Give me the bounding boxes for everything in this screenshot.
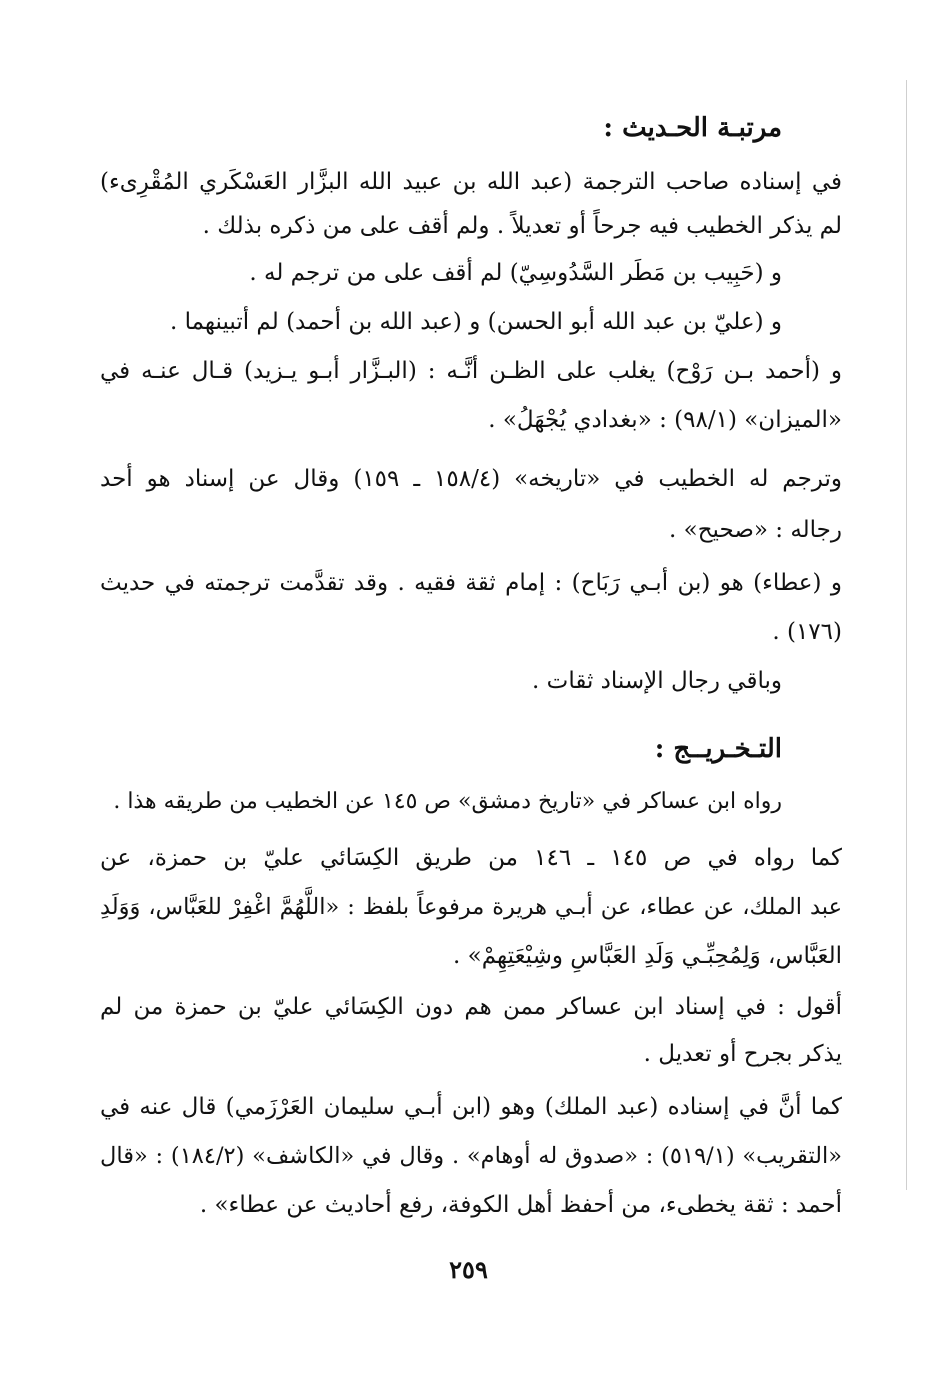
text-line: في إسناده صاحب الترجمة (عبد الله بن عبيد الله البزَّار العَسْكَري المُقْرِىء) <box>100 169 842 195</box>
text-line: رجاله : «صحيح» . <box>669 517 842 543</box>
text-line: رواه ابن عساكر في «تاريخ دمشق» ص ١٤٥ عن الخطيب من طريقه هذا . <box>113 789 782 814</box>
text-line: أقول : في إسناد ابن عساكر ممن هم دون الكِسَائي عليّ بن حمزة من لم <box>100 994 842 1020</box>
text-line: كما رواه في ص ١٤٥ ـ ١٤٦ من طريق الكِسَائي عليّ بن حمزة، عن <box>100 845 842 871</box>
text-line: و (عليّ بن عبد الله أبو الحسن) و (عبد الله بن أحمد) لم أتبينهما . <box>169 309 782 335</box>
text-line: عبد الملك، عن عطاء، عن أبـي هريرة مرفوعاً بلفظ : «اللَّهُمَّ اغْفِرْ للعَبَّاس، وَوَلَدِ <box>100 894 842 920</box>
text-line: لم يذكر الخطيب فيه جرحاً أو تعديلاً . ولم أقف على من ذكره بذلك . <box>202 213 842 239</box>
heading-takhrij: التـخـريــج : <box>654 734 782 764</box>
text-line: العَبَّاس، وَلِمُحِبِّـي وَلَدِ العَبَّاسِ وشِيْعَتِهِمْ» . <box>453 943 842 969</box>
text-line: «الميزان» (٩٨/١) : «بغدادي يُجْهَلُ» . <box>488 407 842 433</box>
text-line: يذكر بجرح أو تعديل . <box>643 1041 842 1067</box>
text-line: وترجم له الخطيب في «تاريخه» (١٥٨/٤ ـ ١٥٩) وقال عن إسناد هو أحد <box>100 466 842 492</box>
text-line: «التقريب» (٥١٩/١) : «صدوق له أوهام» . وقال في «الكاشف» (١٨٤/٢) : «قال <box>100 1143 842 1169</box>
text-line: أحمد : ثقة يخطىء، من أحفظ أهل الكوفة، رفع أحاديث عن عطاء» . <box>199 1192 842 1218</box>
text-line: و (عطاء) هو (بن أبـي رَبَاح) : إمام ثقة فقيه . وقد تقدَّمت ترجمته في حديث <box>100 570 842 596</box>
heading-hadith-rank: مرتبـة الحـديث : <box>603 113 782 143</box>
text-line: (١٧٦) . <box>772 619 842 645</box>
text-line: و (أحمد بـن رَوْح) يغلب على الظـن أنَّـه : (البـزَّار أبـو يـزيد) قـال عنـه في <box>100 358 842 384</box>
text-line: و (حَبِيب بن مَطَر السَّدُوسِيّ) لم أقف على من ترجم له . <box>249 260 782 286</box>
margin-rule <box>906 80 907 1190</box>
text-line: كما أنَّ في إسناده (عبد الملك) وهو (ابن أبـي سليمان العَرْزَمي) قال عنه في <box>100 1094 842 1120</box>
page-number: ٢٥٩ <box>449 1255 488 1284</box>
text-line: وباقي رجال الإسناد ثقات . <box>532 668 782 694</box>
